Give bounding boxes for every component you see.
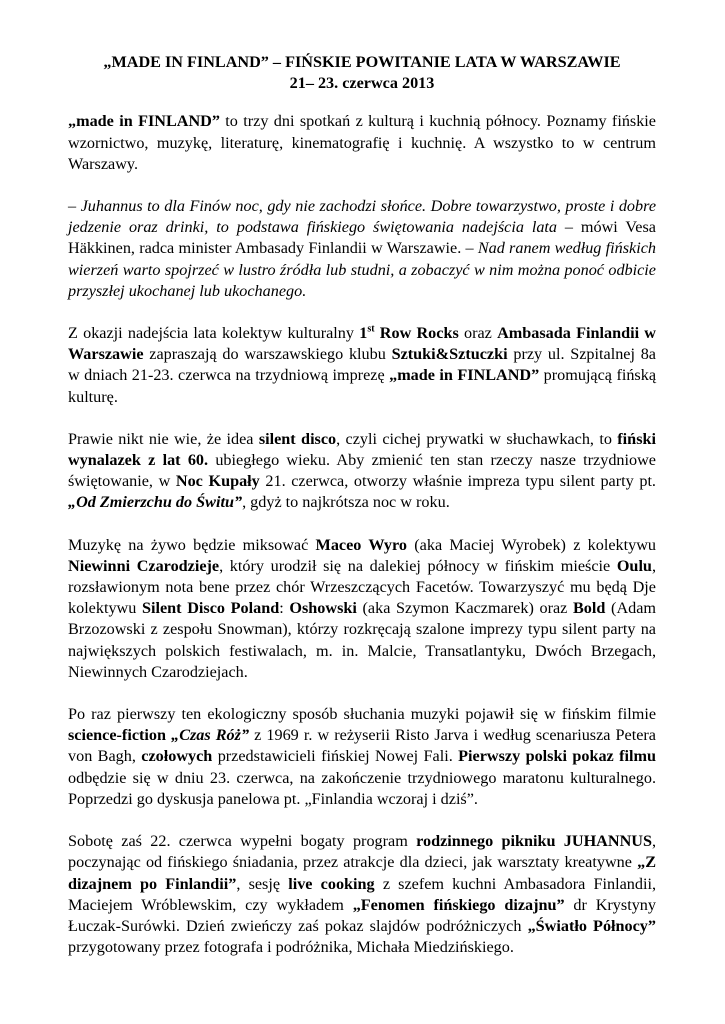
organizer-superscript: st bbox=[367, 323, 375, 335]
silent-disco-poland: Silent Disco Poland bbox=[142, 599, 280, 618]
title-line-1: „MADE IN FINLAND” – FIŃSKIE POWITANIE LATA W WARSZAWIE bbox=[103, 53, 621, 71]
workshop-title: „Z dizajnem po Finlandii” bbox=[68, 853, 656, 893]
live-cooking: live cooking bbox=[288, 874, 375, 893]
text-span: odbędzie się w dniu 23. czerwca, na zakończenie trzydniowego maratonu kulturalnego. Poprzedzi go dyskusja panelowa pt. „Finlandia wczoraj i dziś”. bbox=[68, 768, 656, 808]
text-span: przygotowany przez fotografa i podróżnika, Michała Miedzińskiego. bbox=[68, 938, 514, 957]
text-span: Po raz pierwszy ten ekologiczny sposób słuchania muzyki pojawił się w fińskim filmie bbox=[68, 705, 656, 724]
text-span: (aka Maciej Wyrobek) z kolektywu bbox=[407, 535, 656, 554]
text-span: zapraszają do warszawskiego klubu bbox=[143, 345, 392, 364]
quote-italic-1: – Juhannus to dla Finów noc, gdy nie zachodzi słońce. Dobre towarzystwo, proste i dobre jedzenie oraz drinki, to podstawa fińskiego świętowania nadejścia lata bbox=[68, 197, 656, 237]
genre-science-fiction: science-fiction bbox=[68, 726, 166, 745]
text-span: , gdyż to najkrótsza noc w roku. bbox=[242, 493, 450, 512]
text-span: z 1969 r. w reżyserii Risto Jarva i według scenariusza Petera von Bagh, bbox=[68, 726, 656, 766]
text-span: , rozsławionym nota bene przez chór Wrzeszczących Facetów. Towarzyszyć mu będą Dje kolektywu bbox=[68, 556, 656, 618]
text-span: Muzykę na żywo będzie miksować bbox=[68, 535, 316, 554]
intro-lead: „made in FINLAND” bbox=[68, 112, 220, 131]
party-title: „Od Zmierzchu do Świtu” bbox=[68, 493, 243, 512]
text-span: z szefem kuchni Ambasadora Finlandii, Maciejem Wróblewskim, czy wykładem bbox=[68, 874, 656, 914]
silent-disco-paragraph bbox=[68, 429, 656, 514]
text-span: przedstawicieli fińskiej Nowej Fali. bbox=[212, 747, 459, 766]
text-span: (aka Szymon Kaczmarek) oraz bbox=[356, 599, 573, 618]
text-span: Sobotę zaś 22. czerwca wypełni bogaty program bbox=[68, 832, 417, 851]
quote-italic-2: – Nad ranem według fińskich wierzeń warto spojrzeć w lustro źródła lub studni, a zobaczyć w nim można ponoć odbicie przyszłej ukochanej lub ukochanego. bbox=[68, 239, 656, 300]
quote-attribution: – mówi Vesa Häkkinen, radca minister Ambasady Finlandii w Warszawie. bbox=[68, 218, 656, 258]
text-span: 21. czerwca, otworzy właśnie impreza typu silent party pt. bbox=[259, 472, 656, 491]
document-page bbox=[68, 52, 656, 958]
dj-oshowski: Oshowski bbox=[289, 599, 357, 618]
event-paragraph bbox=[68, 323, 656, 408]
text-span: promującą fińską kulturę. bbox=[68, 366, 657, 406]
text-span: przy ul. Szpitalnej 8a w dniach 21-23. czerwca na trzydniową imprezę bbox=[68, 345, 656, 385]
organizer-name bbox=[359, 324, 459, 342]
intro-text: to trzy dni spotkań z kulturą i kuchnią północy. Poznamy fińskie wzornictwo, muzykę, literaturę, kinematografię i kuchnię. A wszystko to w centrum Warszawy. bbox=[68, 112, 656, 173]
text-span: , sesję bbox=[236, 874, 289, 893]
slideshow-title: „Światło Północy” bbox=[527, 916, 656, 935]
quote-paragraph bbox=[68, 196, 656, 302]
noc-kupaly: Noc Kupały bbox=[175, 472, 260, 491]
text-span: Prawie nikt nie wie, że idea bbox=[68, 429, 259, 448]
title-line-2: 21– 23. czerwca 2013 bbox=[289, 74, 435, 93]
text-span: , który urodził się na dalekiej północy w fińskim mieście bbox=[219, 556, 617, 575]
silent-disco-term: silent disco bbox=[258, 429, 337, 448]
document-title bbox=[68, 52, 656, 94]
dj-maceo-wyro: Maceo Wyro bbox=[315, 535, 408, 554]
text-span: dr Krystyny Łuczak-Surówki. Dzień zwieńczy zaś pokaz slajdów podróżniczych bbox=[68, 895, 656, 935]
event-name: „made in FINLAND” bbox=[389, 366, 540, 385]
text-span: Z okazji nadejścia lata kolektyw kulturalny bbox=[68, 324, 360, 343]
text-span: oraz bbox=[458, 324, 498, 343]
text-span: ubiegłego wieku. Aby zmienić ten stan rzeczy nasze trzydniowe świętowanie, w bbox=[68, 451, 656, 491]
text-span: (Adam Brzozowski z zespołu Snowman), którzy rozkręcają szalone imprezy typu silent party na największych polskich festiwalach, m. in. Malcie, Transatlantyku, Dwóch Brzegach, Niewinnych Czarodziejach. bbox=[68, 599, 657, 681]
club-name: Sztuki&Sztuczki bbox=[391, 345, 508, 364]
dj-bold: Bold bbox=[573, 599, 606, 618]
film-paragraph bbox=[68, 704, 656, 810]
text-span: , czyli cichej prywatki w słuchawkach, to bbox=[336, 429, 618, 448]
music-paragraph bbox=[68, 535, 656, 683]
picnic-paragraph bbox=[68, 831, 656, 958]
film-screening: Pierwszy polski pokaz filmu bbox=[458, 747, 657, 766]
film-title: „Czas Róż” bbox=[171, 726, 250, 745]
collective-niewinni: Niewinni Czarodzieje bbox=[68, 556, 220, 575]
city-oulu: Oulu bbox=[616, 556, 652, 575]
leading-term: czołowych bbox=[141, 747, 213, 766]
intro-paragraph bbox=[68, 111, 656, 175]
text-span: : bbox=[279, 599, 290, 618]
embassy-name: Ambasada Finlandii w Warszawie bbox=[68, 324, 656, 364]
lecture-title: „Fenomen fińskiego dizajnu” bbox=[352, 895, 565, 914]
picnic-juhannus: rodzinnego pikniku JUHANNUS bbox=[416, 832, 652, 851]
finnish-invention: fiński wynalazek z lat 60. bbox=[68, 429, 656, 470]
organizer-number: 1 bbox=[359, 324, 368, 343]
text-span: , poczynając od fińskiego śniadania, przez atrakcje dla dzieci, jak warsztaty kreatywne bbox=[68, 832, 656, 872]
organizer-suffix: Row Rocks bbox=[374, 324, 459, 343]
